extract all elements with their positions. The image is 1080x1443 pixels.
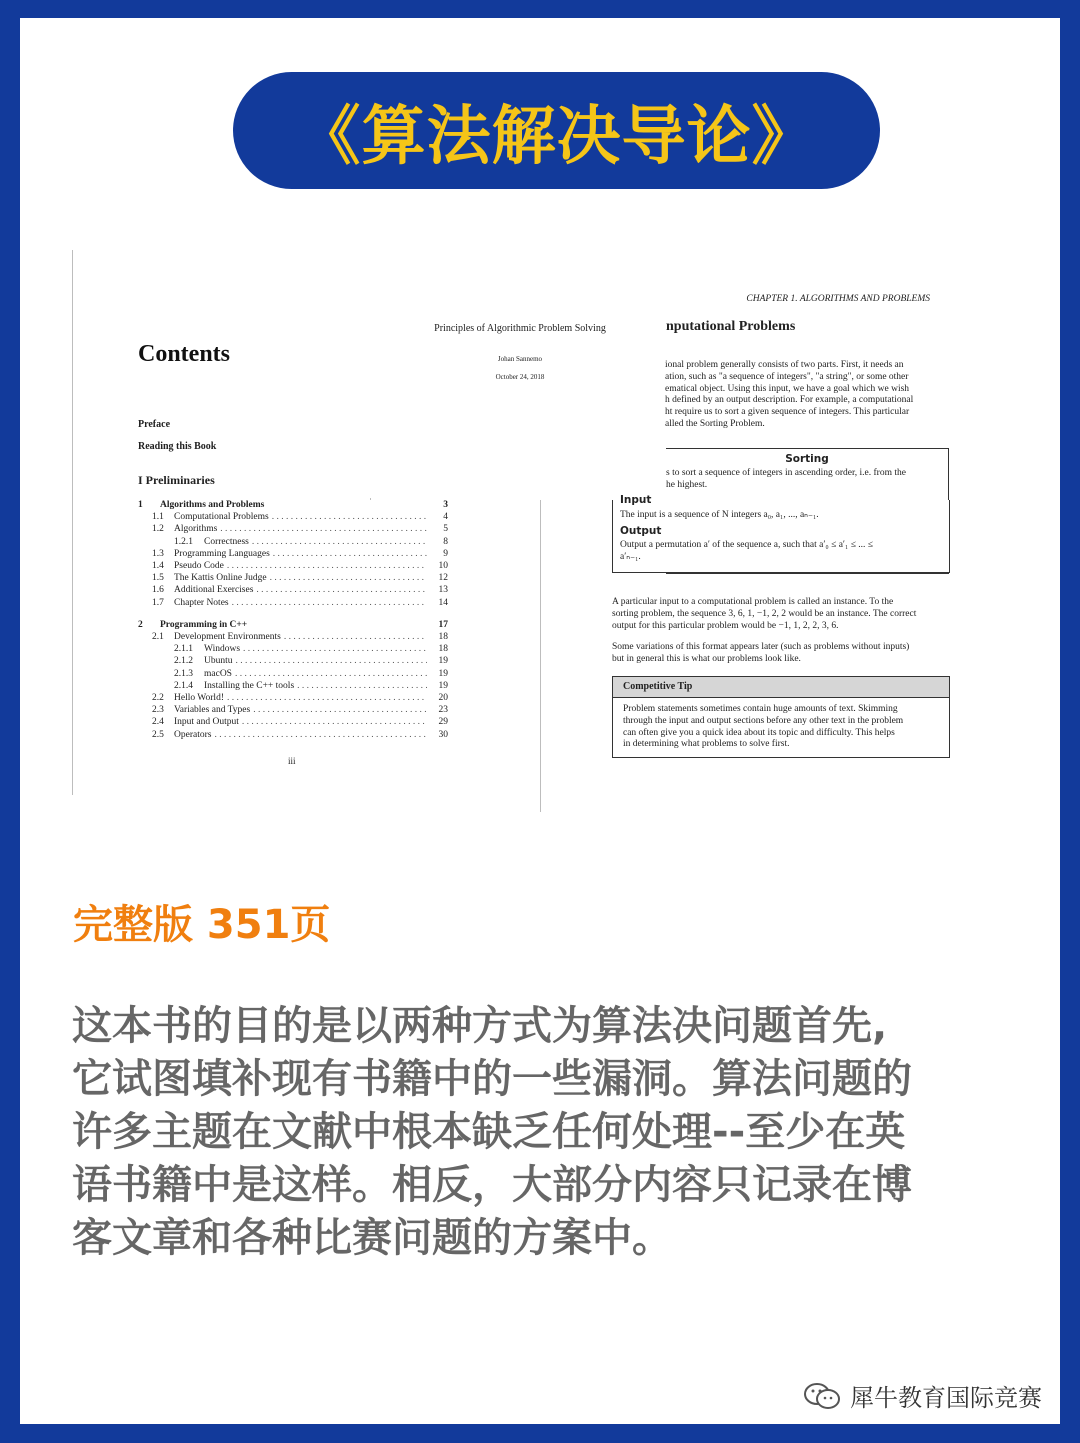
toc-page-number: iii [288,756,296,766]
competitive-tip-box [612,676,950,758]
page-edge-middle [540,500,541,812]
toc-entry-title: Pseudo Code [174,561,224,572]
toc-entry [138,716,448,728]
toc-entry-title: Algorithms [174,524,218,535]
toc-entry-number: 2.1.1 [174,644,193,655]
toc-entry-title: Input and Output [174,717,239,728]
instance-paragraph [612,597,950,632]
toc-leader [242,716,427,728]
toc-entry-number: 1 [138,500,143,510]
toc-entry-number: 1.7 [152,597,164,608]
chapter-header: CHAPTER 1. ALGORITHMS AND PROBLEMS [746,294,930,304]
toc-entry-title: Hello World! [174,693,224,704]
description [72,1000,1032,1265]
toc-entry [138,523,448,535]
toc-entry-number: 1.6 [152,585,164,596]
output-text-2: a′ₙ₋₁. [620,552,641,562]
toc-entries [138,499,448,741]
toc-entry [138,597,448,609]
toc-entry-page: 30 [438,729,448,740]
toc-leader [270,572,427,584]
toc-entry-page: 17 [438,619,448,630]
book-preview [70,228,970,818]
toc-entry [138,668,448,680]
toc-entry-page: 5 [443,524,448,535]
paragraph-line: A particular input to a computational problem is called an instance. To the [612,597,894,607]
description-line: 这本书的目的是以两种方式为算法决问题首先, [72,1003,888,1049]
toc-entry-page: 23 [438,705,448,716]
toc-entry-number: 2.3 [152,705,164,716]
toc-gap [138,609,448,619]
toc-entry-title: macOS [204,668,232,679]
toc-leader [236,655,428,667]
toc-entry-number: 2.4 [152,717,164,728]
intro-line: h defined by an output description. For example, a computational [665,395,914,406]
toc-entry-title: Installing the C++ tools [204,680,295,691]
paragraph-line: Some variations of this format appears later (such as problems without inputs) [612,642,910,652]
tip-body [613,698,949,757]
title-page-date: October 24, 2018 [495,373,545,381]
title-page-author: Johan Sannemo [497,355,543,363]
paragraph-line: output for this particular problem would be −1, 1, 2, 2, 3, 6. [612,620,839,631]
toc-entry-number: 2.1 [152,632,164,643]
tip-line: in determining what problems to solve first. [623,739,790,750]
toc-leader [220,523,427,535]
toc-entry-page: 29 [438,717,448,728]
output-text: Output a permutation a′ of the sequence a, such that a′₀ ≤ a′₁ ≤ ... ≤ [620,540,873,550]
toc-entry-number: 2 [138,619,143,630]
toc-leader [256,584,427,596]
contents-heading: Contents [138,341,231,367]
toc-entry-page: 13 [438,585,448,596]
problem-line: s to sort a sequence of integers in ascending order, i.e. from the [666,468,906,478]
toc-entry-page: 14 [438,597,448,608]
toc-entry-page: 19 [438,680,448,691]
toc-entry [138,499,448,511]
toc-entry [138,572,448,584]
toc-entry-title: Programming Languages [174,548,270,559]
toc-leader [273,548,427,560]
toc-leader [252,536,427,548]
toc-leader [284,631,427,643]
toc-entry-number: 1.1 [152,512,164,523]
toc-entry-number: 1.2 [152,524,164,535]
problem-line: he highest. [666,480,708,490]
description-line: 语书籍中是这样。相反，大部分内容只记录在博 [72,1162,912,1208]
toc-entry [138,560,448,572]
description-line: 它试图填补现有书籍中的一些漏洞。算法问题的 [72,1056,912,1102]
toc-entry [138,729,448,741]
title-banner [233,72,880,189]
toc-entry-number: 1.4 [152,561,164,572]
output-label: Output [620,525,662,537]
description-line: 许多主题在文献中根本缺乏任何处理--至少在英 [72,1109,906,1155]
toc-leader [253,704,427,716]
intro-line: alled the Sorting Problem. [665,418,765,429]
toc-entry-page: 19 [438,656,448,667]
toc-entry-title: Programming in C++ [160,619,248,630]
toc-entry-title: Algorithms and Problems [160,500,265,510]
section-title: nputational Problems [666,319,796,334]
tip-line: Problem statements sometimes contain huge amounts of text. Skimming [623,704,898,714]
toc-preface: Preface [138,419,171,430]
toc-entry [138,692,448,704]
input-text: The input is a sequence of N integers a₀, a₁, ..., aₙ₋₁. [620,510,819,520]
tip-line: can often give you a quick idea about its topic and difficulty. This helps [623,727,895,738]
toc-entry-title: The Kattis Online Judge [174,573,267,584]
toc-entry [138,655,448,667]
toc-reading: Reading this Book [138,441,217,452]
toc-entry-page: 18 [438,632,448,643]
toc-entry [138,631,448,643]
toc-entry-number: 2.1.4 [174,680,193,691]
toc-entry-number: 1.2.1 [174,536,193,547]
toc-entry-number: 2.2 [152,693,164,704]
toc-entry-page: 3 [443,500,448,510]
toc-leader [227,692,427,704]
edition-label: 完整版 351页 [73,902,331,948]
toc-leader [232,597,427,609]
intro-line: ht require us to sort a given sequence of integers. This particular [665,407,910,418]
toc-entry-title: Additional Exercises [174,585,254,596]
toc-entry-page: 4 [443,512,448,523]
toc-entry [138,548,448,560]
intro-line: ematical object. Using this input, we have a goal which we wish [665,383,910,394]
toc-entry [138,619,448,631]
toc-entry-page: 10 [438,561,448,572]
toc-entry-title: Correctness [204,536,249,547]
toc-entry-number: 1.3 [152,548,164,559]
toc-entry [138,584,448,596]
toc-entry [138,511,448,523]
toc-leader [235,668,427,680]
watermark-text: 犀牛教育国际竞赛 [850,1384,1042,1412]
toc-entry-page: 12 [438,573,448,584]
description-line: 客文章和各种比赛问题的方案中。 [72,1215,672,1261]
wechat-icon [802,1381,842,1411]
toc-entry-number: 2.1.3 [174,668,193,679]
toc-entry-title: Ubuntu [204,656,233,667]
toc-part-title: I Preliminaries [138,473,215,487]
intro-line: ional problem generally consists of two parts. First, it needs an [665,360,904,370]
problem-title: Sorting [785,453,829,465]
intro-paragraph [665,360,949,431]
toc-leader [227,560,427,572]
toc-entry-title: Chapter Notes [174,597,229,608]
toc-leader [272,511,427,523]
title-page [370,228,640,498]
toc-leader [243,643,427,655]
toc-entry [138,643,448,655]
intro-line: ation, such as "a sequence of integers", "a string", or some other [665,371,909,382]
toc-entry [138,680,448,692]
toc-entry-page: 19 [438,668,448,679]
toc-entry-title: Operators [174,729,212,740]
toc-entry-title: Development Environments [174,632,281,643]
tip-heading: Competitive Tip [613,677,949,698]
toc-entry [138,536,448,548]
toc-leader [250,619,427,631]
toc-entry-title: Computational Problems [174,512,269,523]
toc-entry-page: 8 [443,536,448,547]
toc-entry-page: 9 [443,548,448,559]
toc-leader [214,729,427,741]
variation-paragraph [612,642,950,666]
toc-entry-number: 1.5 [152,573,164,584]
input-label: Input [620,494,652,506]
toc-entry-page: 20 [438,693,448,704]
toc-entry-number: 2.1.2 [174,656,193,667]
title-page-title: Principles of Algorithmic Problem Solving [434,323,606,334]
tip-line: through the input and output sections before any other text in the problem [623,715,904,726]
watermark [802,1378,1042,1413]
book-title: 《算法解决导论》 [296,99,817,174]
toc-entry [138,704,448,716]
toc-entry-title: Windows [204,644,241,655]
toc-leader [267,499,427,511]
toc-leader [297,680,427,692]
paragraph-line: sorting problem, the sequence 3, 6, 1, −1, 2, 2 would be an instance. The correct [612,608,917,619]
toc-entry-title: Variables and Types [174,705,251,716]
toc-entry-number: 2.5 [152,729,164,740]
paragraph-line: but in general this is what our problems look like. [612,653,801,664]
toc-entry-page: 18 [438,644,448,655]
